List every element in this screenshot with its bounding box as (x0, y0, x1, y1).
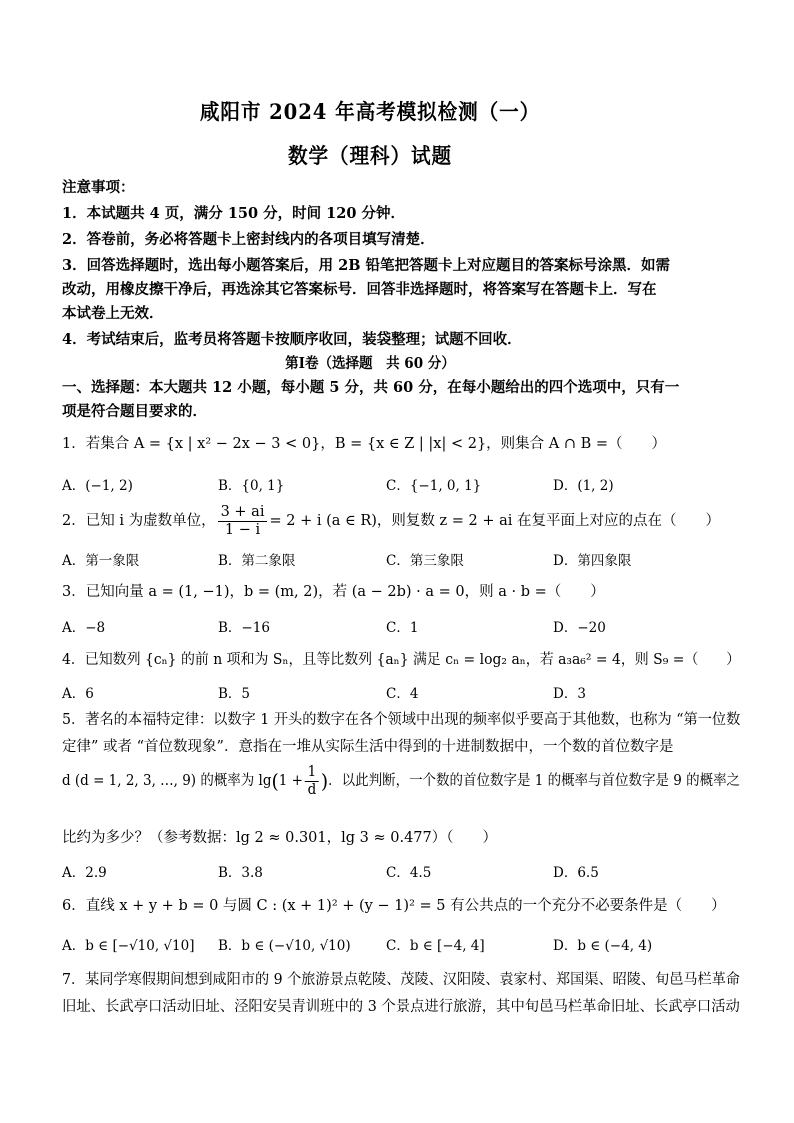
q2-option-c: C．第三象限 (386, 553, 464, 569)
part-title: 第Ⅰ卷（选择题 共 60 分） (285, 355, 455, 372)
q5-option-b: B．3.8 (218, 865, 263, 881)
q2-option-a: A．第一象限 (62, 553, 140, 569)
q1-option-a: A．(−1, 2) (62, 478, 133, 494)
q6-option-a: A．b ∈ [−√10, √10] (62, 938, 195, 954)
question-1-stem: 1．若集合 A = {x | x² − 2x − 3 < 0}，B = {x ∈ Z | |x| < 2}，则集合 A ∩ B =（ ） (62, 436, 667, 452)
q6-option-b: B．b ∈ (−√10, √10) (218, 938, 351, 954)
q5-fraction-numerator: 1 (305, 764, 319, 782)
section-instruction-2: 项是符合题目要求的． (62, 403, 207, 420)
notes-item-3-end: 本试卷上无效． (62, 305, 164, 322)
q2-stem-pre: 2．已知 i 为虚数单位， (62, 513, 216, 530)
question-6-stem: 6．直线 x + y + b = 0 与圆 C : (x + 1)² + (y − 1)² = 5 有公共点的一个充分不必要条件是（ ） (62, 898, 726, 914)
q4-option-b: B．5 (218, 686, 251, 702)
q5-paren-open: ( (271, 769, 279, 794)
q1-option-d: D．(1, 2) (553, 478, 614, 494)
question-7-line-2: 旧址、长武亭口活动旧址、泾阳安吴青训班中的 3 个景点进行旅游，其中旬邑马栏革命旧址、长武亭口活动 (62, 999, 740, 1015)
notes-item-2: 2．答卷前，务必将答题卡上密封线内的各项目填写清楚． (62, 231, 435, 248)
q2-fraction (218, 504, 268, 538)
exam-subtitle: 数学（理科）试题 (287, 143, 453, 168)
q3-option-a: A．−8 (62, 620, 106, 636)
q5-line-3-pre: d (d = 1, 2, 3, …, 9) 的概率为 lg (62, 773, 272, 790)
q1-option-b: B．{0, 1} (218, 478, 285, 494)
notes-heading: 注意事项： (62, 179, 135, 196)
question-5-line-1: 5．著名的本福特定律：以数字 1 开头的数字在各个领域中出现的频率似乎要高于其他数，也称为 “第一位数 (62, 712, 741, 728)
q2-stem-post: = 2 + i (a ∈ R)，则复数 z = 2 + ai 在复平面上对应的点在（ ） (269, 513, 721, 530)
q2-option-b: B．第二象限 (218, 553, 296, 569)
question-5-line-3: d (d = 1, 2, 3, …, 9) 的概率为 lg(1 + $\frac{1}{d}$ )．以此判断，一个数的首位数字是 1 的概率与首位数字是 9 的概率之 (62, 764, 741, 798)
q5-line-3-post: ．以此判断，一个数的首位数字是 1 的概率与首位数字是 9 的概率之 (328, 773, 741, 790)
q2-fraction-numerator: 3 + ai (218, 504, 268, 522)
q6-option-c: C．b ∈ [−4, 4] (386, 938, 485, 954)
q5-paren-close: ) (320, 769, 329, 794)
q5-option-c: C．4.5 (386, 865, 432, 881)
question-4-stem: 4．已知数列 {cₙ} 的前 n 项和为 Sₙ，且等比数列 {aₙ} 满足 cₙ = log₂ aₙ，若 a₃a₆² = 4，则 S₉ =（ ） (62, 652, 741, 668)
q2-fraction-denominator: 1 − i (224, 521, 261, 538)
notes-item-4: 4．考试结束后，监考员将答题卡按顺序收回，装袋整理；试题不回收． (62, 331, 522, 348)
notes-item-3-cont: 改动，用橡皮擦干净后，再选涂其它答案标号．回答非选择题时，将答案写在答题卡上．写在 (62, 281, 657, 298)
question-5-line-2: 定律” 或者 “首位数现象”．意指在一堆从实际生活中得到的十进制数据中，一个数的首位数字是 (62, 739, 674, 755)
q4-option-d: D．3 (553, 686, 586, 702)
q5-fraction-denominator: d (307, 781, 317, 798)
q4-option-a: A．6 (62, 686, 94, 702)
question-3-stem: 3．已知向量 a = (1, −1)，b = (m, 2)，若 (a − 2b) · a = 0，则 a · b =（ ） (62, 584, 605, 600)
q5-option-d: D．6.5 (553, 865, 599, 881)
q4-option-c: C．4 (386, 686, 419, 702)
q5-fraction (305, 764, 319, 798)
notes-item-1: 1．本试题共 4 页，满分 150 分，时间 120 分钟． (62, 205, 405, 222)
q3-option-c: C．1 (386, 620, 419, 636)
section-instruction-1: 一、选择题：本大题共 12 小题，每小题 5 分，共 60 分，在每小题给出的四个选项中，只有一 (62, 379, 680, 396)
exam-title: 咸阳市 2024 年高考模拟检测（一） (199, 99, 541, 124)
q3-option-b: B．−16 (218, 620, 270, 636)
question-2-stem (62, 504, 720, 538)
notes-item-3: 3．回答选择题时，选出每小题答案后，用 2B 铅笔把答题卡上对应题目的答案标号涂黑．如需 (62, 257, 671, 274)
q1-option-c: C．{−1, 0, 1} (386, 478, 482, 494)
q2-option-d: D．第四象限 (553, 553, 632, 569)
question-5-line-4: 比约为多少？（参考数据：lg 2 ≈ 0.301，lg 3 ≈ 0.477）（ ） (62, 830, 498, 846)
q5-option-a: A．2.9 (62, 865, 107, 881)
question-7-line-1: 7．某同学寒假期间想到咸阳市的 9 个旅游景点乾陵、茂陵、汉阳陵、袁家村、郑国渠、昭陵、旬邑马栏革命 (62, 972, 740, 988)
q3-option-d: D．−20 (553, 620, 606, 636)
q6-option-d: D．b ∈ (−4, 4) (553, 938, 653, 954)
